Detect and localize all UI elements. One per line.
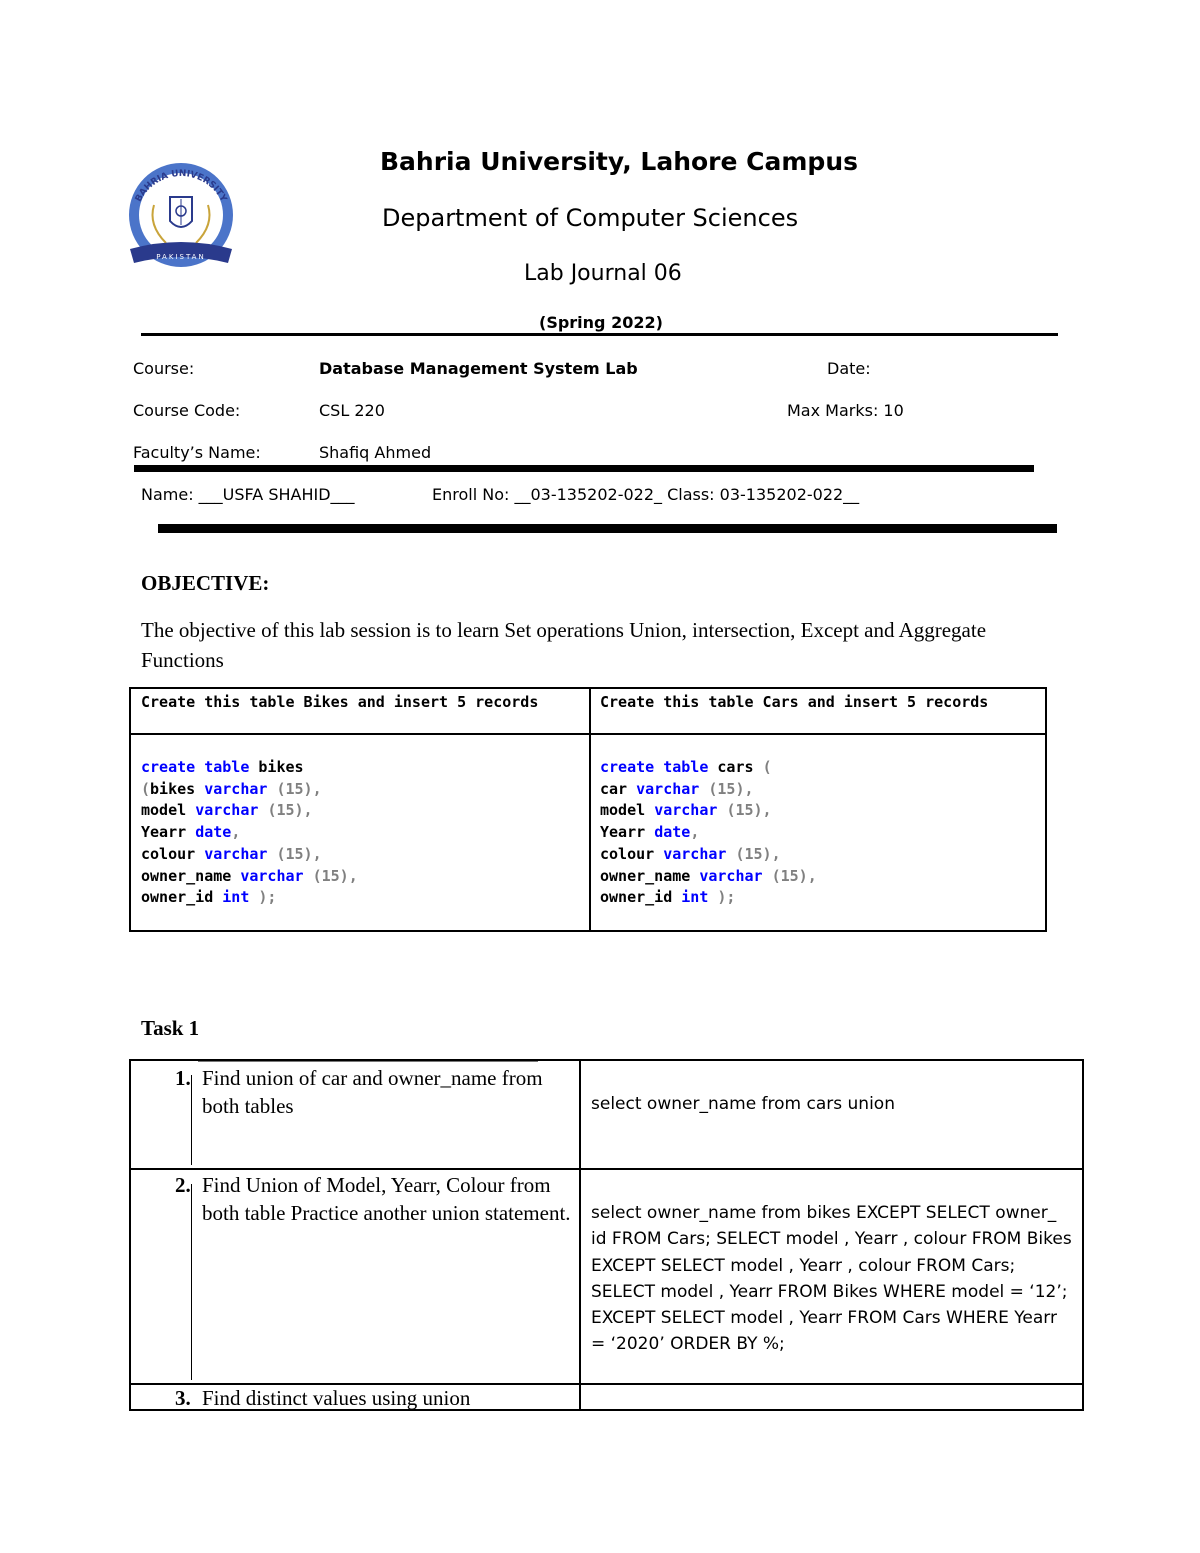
task-heading: Task 1 <box>141 1016 200 1040</box>
task-3-question: Find distinct values using union <box>202 1386 471 1410</box>
logo-shield <box>170 197 192 227</box>
bikes-header: Create this table Bikes and insert 5 records <box>141 693 539 711</box>
semester-label: (Spring 2022) <box>539 313 663 332</box>
task-1-answer: select owner_name from cars union <box>591 1094 895 1114</box>
objective-text: The objective of this lab session is to learn Set operations Union, intersection, Except and Aggregate Functions <box>141 618 987 672</box>
code-table-divider <box>589 689 591 930</box>
list-indent-bar-2 <box>191 1184 192 1380</box>
student-name: Name: ___USFA SHAHID___ <box>141 485 355 504</box>
faculty-label: Faculty’s Name: <box>133 443 261 462</box>
task-2-question: Find Union of Model, Yearr, Colour from both table Practice another union statement. <box>202 1173 571 1225</box>
university-logo <box>124 155 238 271</box>
list-top-rule <box>198 1061 538 1062</box>
enroll-class: Enroll No: __03-135202-022_ Class: 03-135202-022__ <box>432 485 860 504</box>
logo-country-text: PAKISTAN <box>156 253 206 261</box>
course-code-value: CSL 220 <box>319 401 385 420</box>
course-label: Course: <box>133 359 195 378</box>
task-table <box>129 1059 1084 1411</box>
task-1-number: 1. <box>175 1066 191 1090</box>
task-2-answer: select owner_name from bikes EXCEPT SELECT owner_ id FROM Cars; SELECT model , Yearr , colour FROM Bikes EXCEPT SELECT model , Yearr , colour FROM Cars; SELECT model , Yearr FROM Bikes WHERE model = ‘12’; EXCEPT SELECT model , Yearr FROM Cars WHERE Yearr = ‘2020’ ORDER BY %; <box>591 1203 1072 1355</box>
cars-header: Create this table Cars and insert 5 records <box>600 693 989 711</box>
course-code-label: Course Code: <box>133 401 241 420</box>
cars-code: create table cars ( car varchar (15), model varchar (15), Yearr date, colour varchar (15), owner_name varchar (15), owner_id int ); <box>600 758 817 907</box>
max-marks: Max Marks: 10 <box>787 401 904 420</box>
date-label: Date: <box>827 359 871 378</box>
info-divider <box>134 465 1034 472</box>
student-divider <box>158 524 1057 533</box>
journal-title: Lab Journal 06 <box>524 261 682 286</box>
code-table <box>129 687 1047 932</box>
logo-arc-text: BAHRIA UNIVERSITY <box>133 168 229 204</box>
task-3-number: 3. <box>175 1386 191 1410</box>
objective-heading: OBJECTIVE: <box>141 571 270 595</box>
department-title: Department of Computer Sciences <box>382 204 799 232</box>
header-divider <box>141 333 1058 336</box>
task-row-divider-1 <box>131 1168 1082 1170</box>
faculty-value: Shafiq Ahmed <box>319 443 432 462</box>
code-table-header-rule <box>131 733 1045 735</box>
bikes-code: create table bikes (bikes varchar (15), model varchar (15), Yearr date, colour varchar (15), owner_name varchar (15), owner_id int ); <box>141 758 358 907</box>
task-column-divider <box>579 1061 581 1409</box>
task-1-question: Find union of car and owner_name from both tables <box>202 1066 543 1118</box>
list-indent-bar-1 <box>191 1075 192 1165</box>
university-title: Bahria University, Lahore Campus <box>380 147 859 176</box>
course-value: Database Management System Lab <box>319 359 638 378</box>
task-2-number: 2. <box>175 1173 191 1197</box>
